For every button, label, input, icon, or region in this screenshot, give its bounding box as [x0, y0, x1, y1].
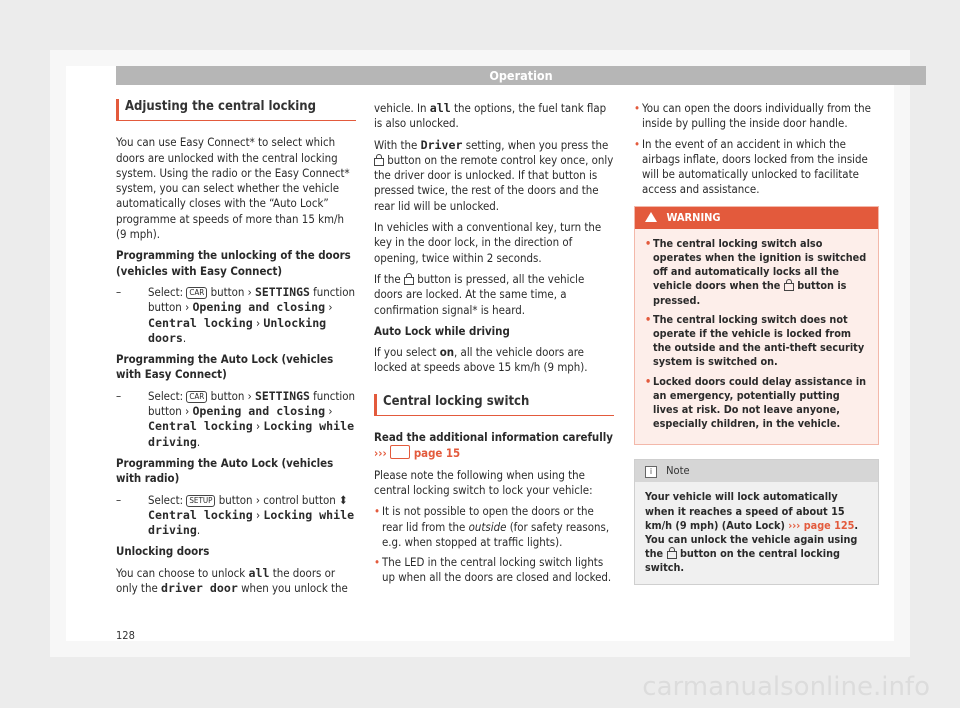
paragraph: vehicle. In all the options, the fuel tank flap is also unlocked.	[374, 101, 607, 131]
list-item: • It is not possible to open the doors or the rear lid from the outside (for safety reasons, e.g. when stopped at traffic lights).	[374, 504, 614, 550]
paragraph: If you select on, all the vehicle doors are locked at speeds above 15 km/h (9 mph).	[374, 345, 588, 375]
warning-header: WARNING	[635, 207, 878, 229]
setup-button-icon: SETUP	[186, 495, 215, 507]
warning-box	[634, 206, 879, 446]
page-content	[66, 66, 894, 641]
list-item: • In the event of an accident in which the airbags inflate, doors locked from the inside will be automatically unlocked to facilitate access and assistance.	[634, 137, 879, 198]
note-header: i Note	[635, 460, 878, 482]
section-header: Operation	[116, 66, 926, 85]
car-button-icon: CAR	[186, 391, 207, 403]
watermark: carmanualsonline.info	[642, 672, 930, 702]
page-reference-link[interactable]: page 125	[803, 518, 855, 532]
list-item: • Locked doors could delay assistance in an emergency, potentially putting lives at risk. Do not leave anyone, especially children, in the vehicle.	[645, 375, 868, 432]
subheading: Auto Lock while driving	[374, 323, 510, 338]
list-item: • The central locking switch also operates when the ignition is switched off and automatically locks all the vehicle doors when the button is pressed.	[645, 237, 868, 308]
section-title: Central locking switch	[374, 394, 614, 416]
paragraph: With the Driver setting, when you press the button on the remote control key once, only the driver door is unlocked. If that button is pressed twice, the rest of the doors and the rear lid will be unlocked.	[374, 137, 614, 213]
instruction-step: – Select: SETUP button › control button ⬍ Central locking › Locking while driving.	[116, 492, 355, 538]
intro-paragraph: You can use Easy Connect* to select which doors are unlocked with the central locking system. Using the radio or the Easy Connect* system, you can select whether the vehicle automatically closes with the “Auto Lock” programme at speeds of more than 15 km/h (9 mph).	[116, 135, 350, 242]
subheading: Programming the Auto Lock (vehicles with radio)	[116, 455, 334, 486]
note-body: Your vehicle will lock automatically when it reaches a speed of about 15 km/h (9 mph) (Auto Lock) ››› page 125. You can unlock the vehicle again using the button on the central locking switch.	[645, 490, 859, 575]
list-item: • The LED in the central locking switch lights up when all the doors are closed and locked.	[374, 555, 614, 586]
warning-icon	[645, 212, 657, 222]
paragraph: Please note the following when using the central locking switch to lock your vehicle:	[374, 467, 593, 497]
instruction-step: – Select: CAR button › SETTINGS function button › Opening and closing › Central locking › Locking while driving.	[116, 388, 356, 449]
subheading: Programming the unlocking of the doors (vehicles with Easy Connect)	[116, 248, 351, 278]
read-more: Read the additional information carefully ››› page 15	[374, 430, 613, 461]
manual-page	[50, 50, 910, 657]
column-middle	[374, 101, 614, 591]
lock-icon	[667, 547, 677, 558]
paragraph: In vehicles with a conventional key, turn the key in the door lock, in the direction of opening, twice within 2 seconds.	[374, 220, 602, 265]
lock-icon	[784, 279, 794, 290]
subheading: Programming the Auto Lock (vehicles with Easy Connect)	[116, 352, 334, 382]
book-icon	[390, 445, 410, 459]
paragraph: If the button is pressed, all the vehicle doors are locked. At the same time, a confirmation signal* is heard.	[374, 271, 585, 317]
updown-icon: ⬍	[339, 492, 348, 507]
list-item: • The central locking switch does not operate if the vehicle is locked from the outside and the anti-theft security system is switched on.	[645, 313, 868, 370]
paragraph: You can choose to unlock all the doors or only the driver door when you unlock the	[116, 565, 348, 596]
info-icon: i	[645, 466, 657, 478]
instruction-step: – Select: CAR button › SETTINGS function button › Opening and closing › Central locking › Unlocking doors.	[116, 284, 356, 345]
page-reference-link[interactable]: page 15	[413, 446, 461, 461]
page-number: 128	[116, 629, 135, 642]
warning-body	[635, 229, 878, 445]
lock-icon	[404, 273, 414, 284]
subheading: Unlocking doors	[116, 544, 210, 559]
car-button-icon: CAR	[186, 287, 207, 299]
unlock-icon	[374, 154, 384, 165]
column-right	[634, 101, 879, 585]
column-left	[116, 91, 356, 602]
list-item: • You can open the doors individually from the inside by pulling the inside door handle.	[634, 101, 879, 132]
note-box	[634, 459, 879, 584]
section-title: Adjusting the central locking	[116, 99, 356, 121]
